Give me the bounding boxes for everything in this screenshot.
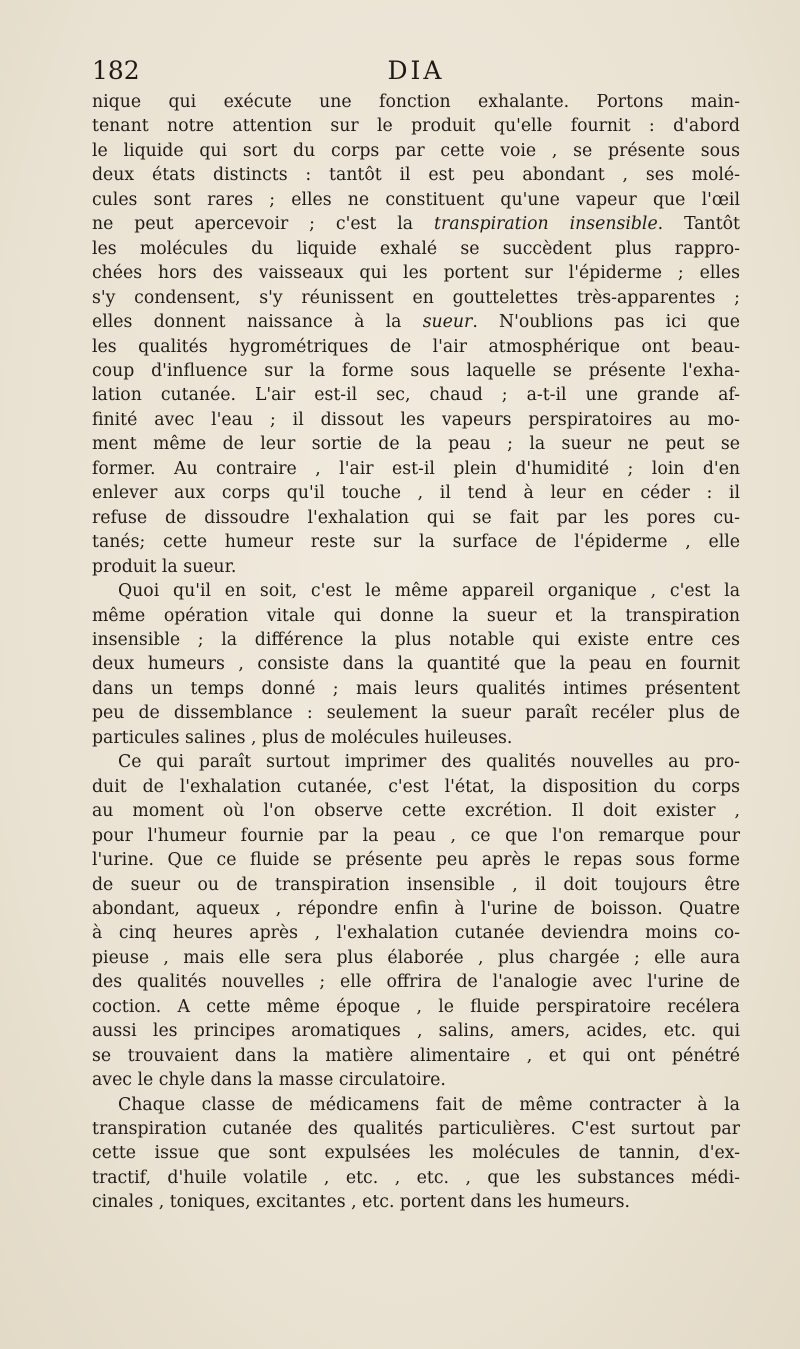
paragraph bbox=[92, 90, 740, 579]
text-line: dans un temps donné ; mais leurs qualités intimes présentent bbox=[92, 678, 740, 699]
text-line: particules salines , plus de molécules huileuses. bbox=[92, 727, 513, 748]
text-line: refuse de dissoudre l'exhalation qui se fait par les pores cu- bbox=[92, 507, 740, 528]
text-line: coup d'influence sur la forme sous laquelle se présente l'exha- bbox=[92, 360, 740, 381]
text-line: nique qui exécute une fonction exhalante. Portons main- bbox=[92, 92, 740, 112]
text-line: aussi les principes aromatiques , salins, amers, acides, etc. qui bbox=[92, 1021, 740, 1042]
text-line: former. Au contraire , l'air est-il plein d'humidité ; loin d'en bbox=[92, 458, 740, 479]
text-line: chées hors des vaisseaux qui les portent sur l'épiderme ; elles bbox=[92, 263, 740, 284]
text-line: elles donnent naissance à la sueur. N'oublions pas ici que bbox=[92, 312, 740, 333]
text-line: pieuse , mais elle sera plus élaborée , plus chargée ; elle aura bbox=[92, 947, 740, 968]
text-line: abondant, aqueux , répondre enfin à l'urine de boisson. Quatre bbox=[92, 898, 740, 919]
text-line: enlever aux corps qu'il touche , il tend à leur en céder : il bbox=[92, 483, 740, 504]
text-line: Chaque classe de médicamens fait de même contracter à la bbox=[118, 1094, 740, 1115]
text-line: ment même de leur sortie de la peau ; la sueur ne peut se bbox=[92, 434, 740, 455]
text-line: deux états distincts : tantôt il est peu abondant , ses molé- bbox=[92, 165, 740, 186]
text-line: pour l'humeur fournie par la peau , ce que l'on remarque pour bbox=[92, 825, 740, 846]
paragraph bbox=[92, 579, 740, 750]
text-line: au moment où l'on observe cette excrétion. Il doit exister , bbox=[92, 801, 740, 822]
text-line: cette issue que sont expulsées les molécules de tannin, d'ex- bbox=[92, 1143, 740, 1164]
text-line: cules sont rares ; elles ne constituent qu'une vapeur que l'œil bbox=[92, 189, 740, 210]
text-line: cinales , toniques, excitantes , etc. portent dans les humeurs. bbox=[92, 1192, 630, 1213]
text-line: les qualités hygrométriques de l'air atmosphérique ont beau- bbox=[92, 336, 740, 357]
body-text bbox=[92, 90, 740, 1215]
text-line: le liquide qui sort du corps par cette voie , se présente sous bbox=[92, 140, 740, 161]
text-line: tractif, d'huile volatile , etc. , etc. , que les substances médi- bbox=[92, 1167, 740, 1188]
text-line: transpiration cutanée des qualités particulières. C'est surtout par bbox=[92, 1119, 740, 1140]
text-line: duit de l'exhalation cutanée, c'est l'état, la disposition du corps bbox=[92, 776, 740, 797]
text-line: des qualités nouvelles ; elle offrira de l'analogie avec l'urine de bbox=[92, 972, 740, 993]
text-line: avec le chyle dans la masse circulatoire. bbox=[92, 1070, 446, 1091]
text-line: tenant notre attention sur le produit qu'elle fournit : d'abord bbox=[92, 116, 740, 137]
text-line: les molécules du liquide exhalé se succèdent plus rappro- bbox=[92, 238, 740, 259]
text-line: à cinq heures après , l'exhalation cutanée deviendra moins co- bbox=[92, 923, 740, 944]
text-line: deux humeurs , consiste dans la quantité que la peau en fournit bbox=[92, 654, 740, 675]
text-line: coction. A cette même époque , le fluide perspiratoire recélera bbox=[92, 996, 740, 1017]
text-line: de sueur ou de transpiration insensible , il doit toujours être bbox=[92, 874, 740, 895]
text-line: tanés; cette humeur reste sur la surface de l'épiderme , elle bbox=[92, 532, 740, 553]
text-line: ne peut apercevoir ; c'est la transpiration insensible. Tantôt bbox=[92, 214, 740, 235]
paragraph bbox=[92, 750, 740, 1092]
text-line: peu de dissemblance : seulement la sueur paraît recéler plus de bbox=[92, 703, 740, 724]
text-line: lation cutanée. L'air est-il sec, chaud ; a-t-il une grande af- bbox=[92, 385, 740, 406]
text-line: insensible ; la différence la plus notable qui existe entre ces bbox=[92, 629, 740, 650]
text-line: l'urine. Que ce fluide se présente peu après le repas sous forme bbox=[92, 850, 740, 871]
text-line: se trouvaient dans la matière alimentaire , et qui ont pénétré bbox=[92, 1045, 740, 1066]
text-line: produit la sueur. bbox=[92, 556, 237, 577]
page-number: 182 bbox=[92, 56, 140, 85]
page-header bbox=[92, 56, 740, 92]
text-line: Quoi qu'il en soit, c'est le même appareil organique , c'est la bbox=[118, 581, 740, 602]
text-line: Ce qui paraît surtout imprimer des qualités nouvelles au pro- bbox=[118, 752, 740, 773]
text-line: finité avec l'eau ; il dissout les vapeurs perspiratoires au mo- bbox=[92, 409, 740, 430]
text-line: même opération vitale qui donne la sueur et la transpiration bbox=[92, 605, 740, 626]
running-head: DIA bbox=[387, 56, 445, 85]
text-line: s'y condensent, s'y réunissent en gouttelettes très-apparentes ; bbox=[92, 287, 740, 308]
paragraph bbox=[92, 1093, 740, 1215]
